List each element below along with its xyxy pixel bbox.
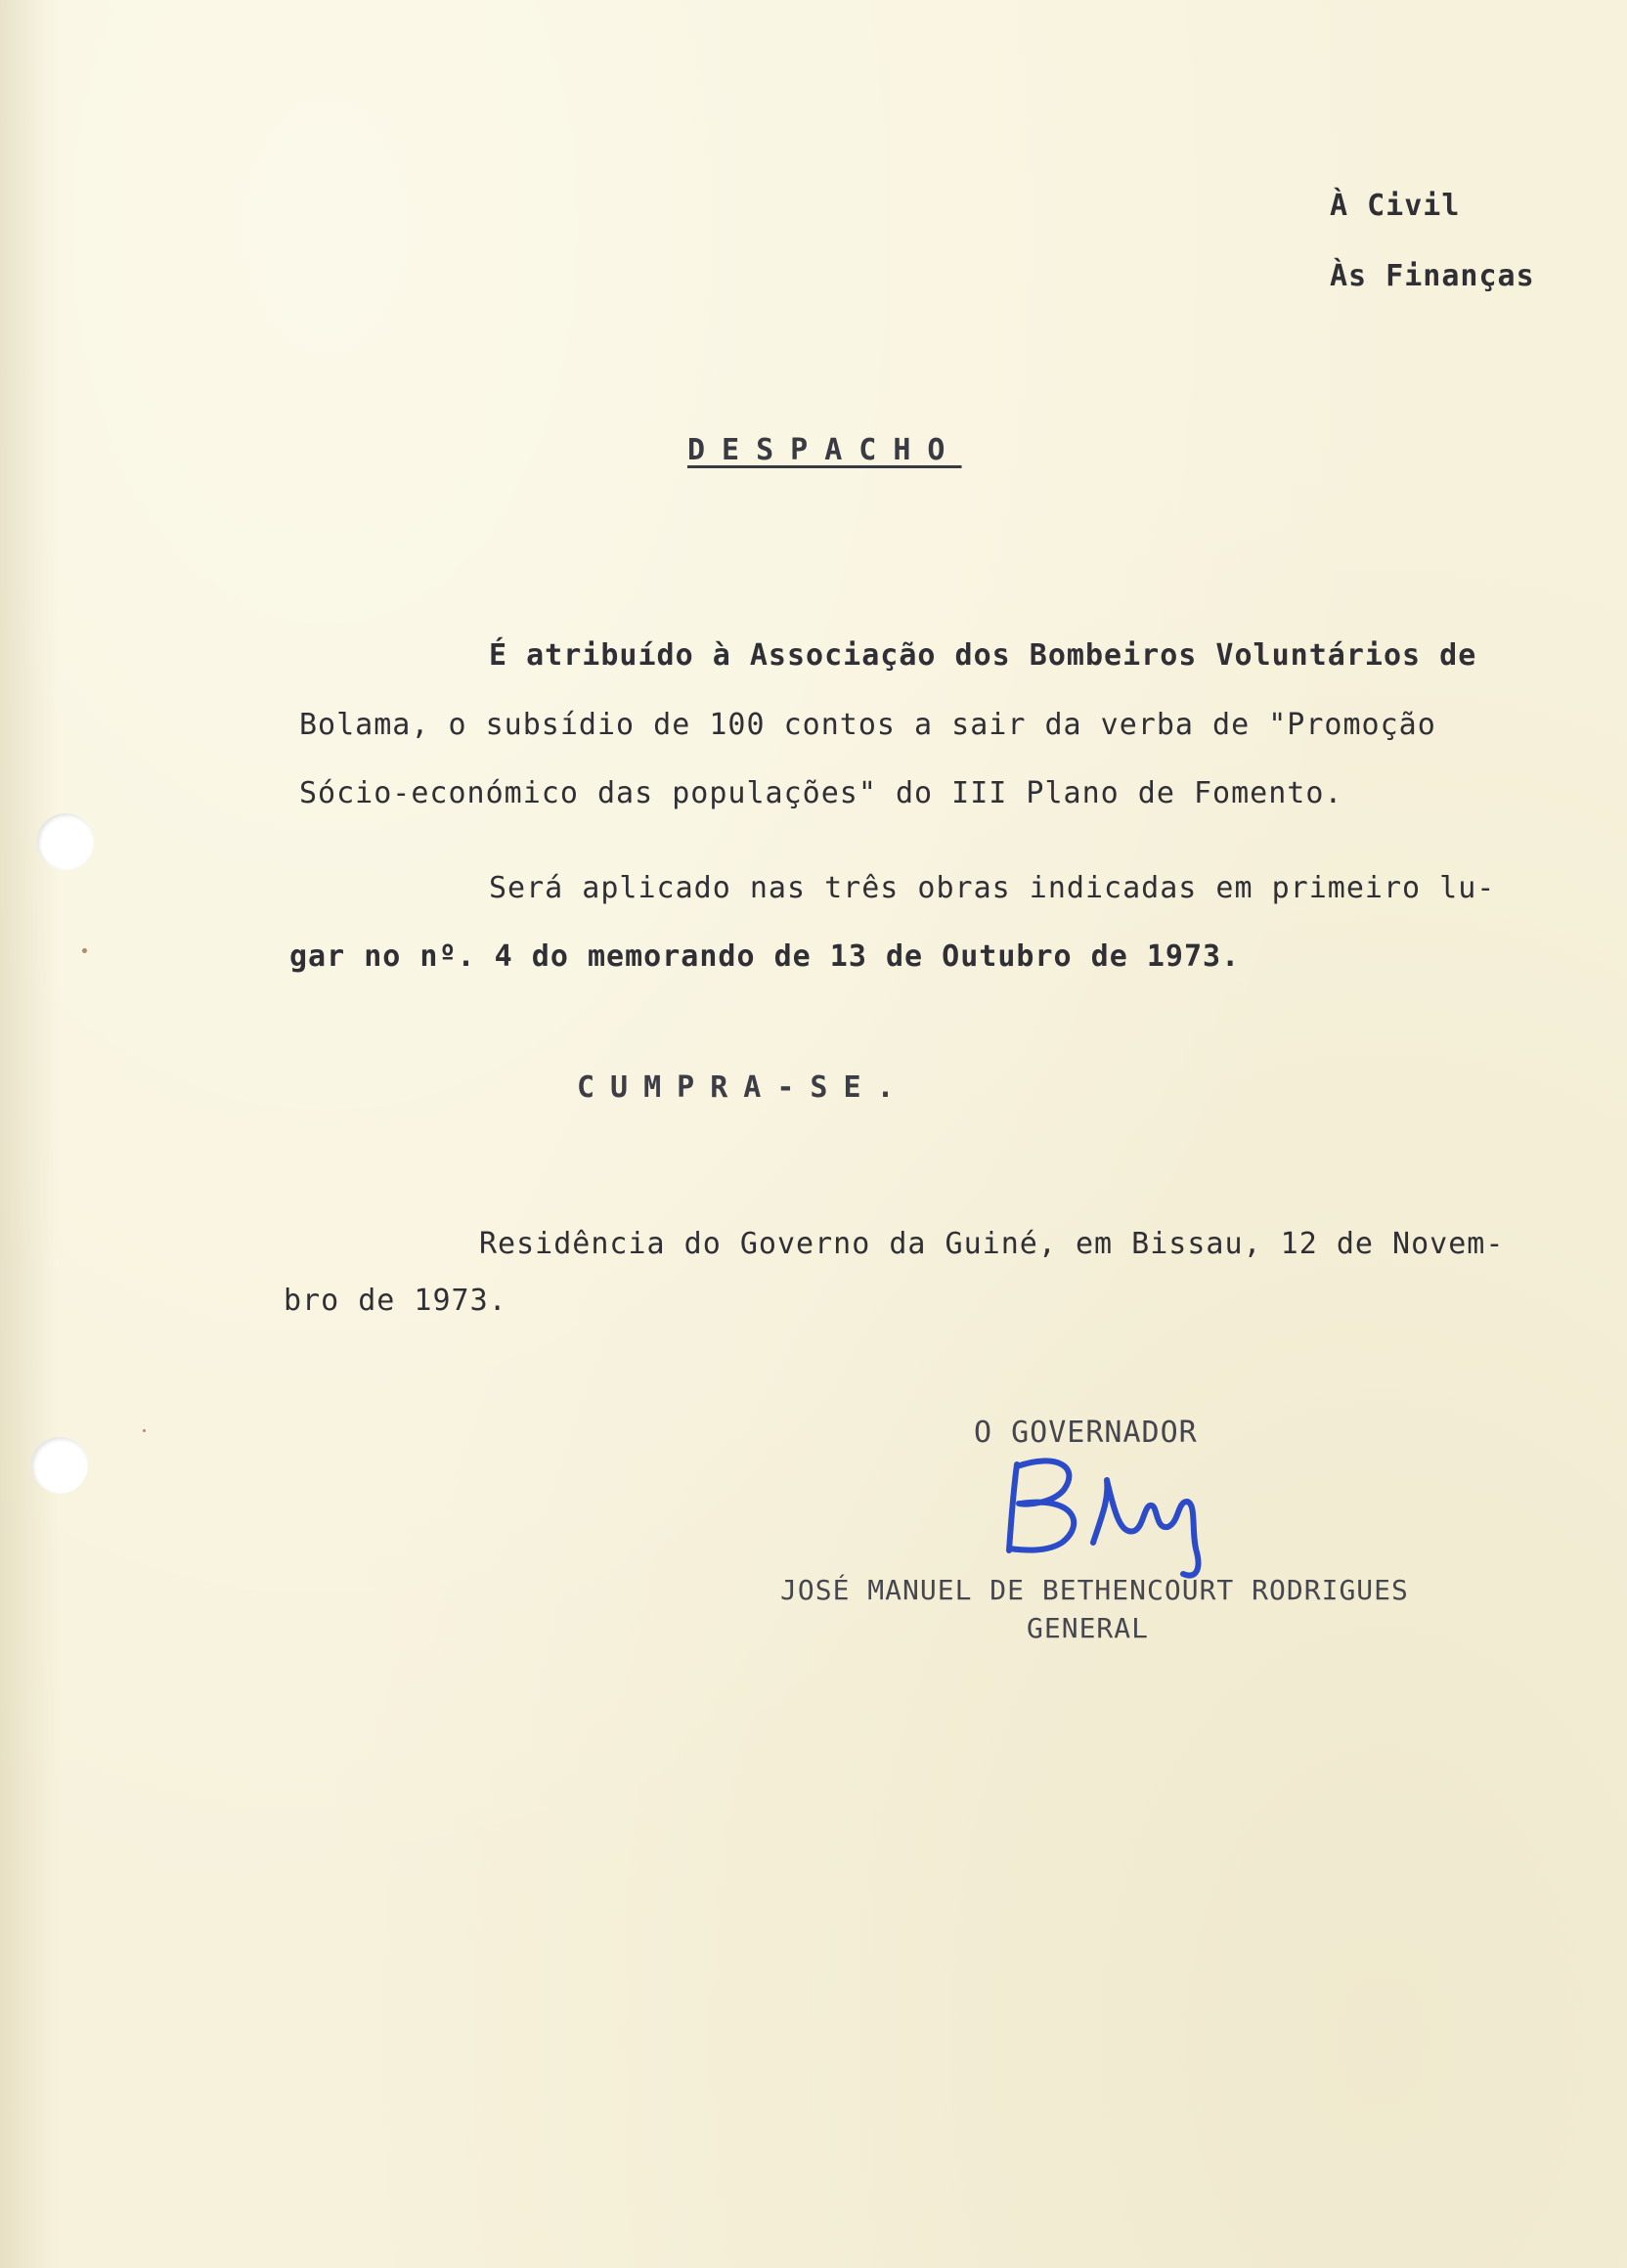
signatory-rank: GENERAL bbox=[1027, 1612, 1150, 1644]
punch-hole bbox=[37, 813, 94, 870]
signatory-name: JOSÉ MANUEL DE BETHENCOURT RODRIGUES bbox=[780, 1574, 1409, 1606]
paragraph-2-line-1: Será aplicado nas três obras indicadas em primeiro lu- bbox=[489, 871, 1496, 905]
paragraph-2-line-2: gar no nº. 4 do memorando de 13 de Outubro de 1973. bbox=[289, 939, 1241, 974]
routing-financas: Às Finanças bbox=[1330, 259, 1535, 293]
punch-hole bbox=[31, 1437, 88, 1494]
handwritten-signature bbox=[988, 1445, 1242, 1582]
residence-line-2: bro de 1973. bbox=[284, 1284, 507, 1318]
signatory-title: O GOVERNADOR bbox=[974, 1416, 1198, 1450]
routing-civil: À Civil bbox=[1330, 189, 1461, 223]
paper-edge-shadow bbox=[0, 0, 59, 2268]
closing-order: CUMPRA-SE. bbox=[577, 1070, 910, 1105]
document-title: DESPACHO bbox=[687, 433, 962, 467]
paragraph-1-line-1: É atribuído à Associação dos Bombeiros Voluntários de bbox=[489, 638, 1477, 673]
paragraph-1-line-2: Bolama, o subsídio de 100 contos a sair da verba de "Promoção bbox=[299, 708, 1436, 742]
paragraph-1-line-3: Sócio-económico das populações" do III Plano de Fomento. bbox=[299, 776, 1343, 810]
residence-line-1: Residência do Governo da Guiné, em Bissau, 12 de Novem- bbox=[479, 1227, 1505, 1261]
